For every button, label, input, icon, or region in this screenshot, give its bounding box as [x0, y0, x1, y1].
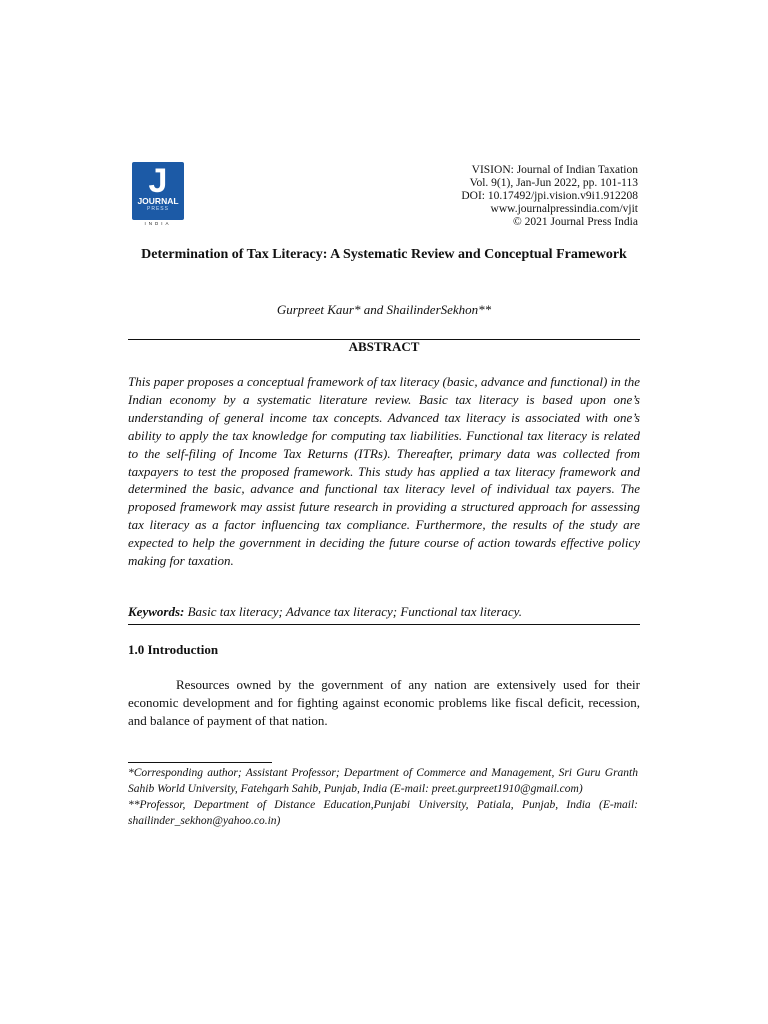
journal-info	[461, 164, 638, 229]
paper-title: Determination of Tax Literacy: A Systematic Review and Conceptual Framework	[141, 247, 627, 262]
abstract-body: This paper proposes a conceptual framework of tax literacy (basic, advance and functional) in the Indian economy by a systematic literature review. Basic tax literacy is based upon one’s understanding of general income tax concepts. Advanced tax literacy is associated with one’s ability to apply the tax knowledge for computing tax liabilities. Functional tax literacy is related to the self-filing of Income Tax Returns (ITRs). Thereafter, primary data was collected from taxpayers to test the proposed framework. This study has applied a tax literacy framework and determined the basic, advance and functional tax literacy level of individual tax payers. The proposed framework may assist future research in providing a structured approach for assessing tax literacy as a factor influencing tax compliance. Furthermore, the results of the study are expected to help the government in deciding the future course of action towards effective policy making for taxation.	[128, 374, 640, 569]
logo-sub: PRESS	[147, 206, 169, 212]
keywords-bottom-rule	[128, 624, 640, 625]
journal-name: VISION: Journal of Indian Taxation	[471, 164, 638, 176]
abstract-heading: ABSTRACT	[348, 339, 420, 354]
keywords-label: Keywords:	[128, 604, 185, 619]
paper-authors: Gurpreet Kaur* and ShailinderSekhon**	[276, 302, 492, 317]
keywords-text: Basic tax literacy; Advance tax literacy; Functional tax literacy.	[184, 604, 522, 619]
logo-letter: J	[148, 162, 168, 200]
journal-doi[interactable]: DOI: 10.17492/jpi.vision.v9i1.912208	[461, 190, 638, 202]
journal-url[interactable]: www.journalpressindia.com/vjit	[490, 203, 638, 215]
footnotes	[128, 765, 638, 829]
journal-copyright: © 2021 Journal Press India	[512, 216, 638, 228]
keywords	[128, 603, 640, 621]
footnote-second-author: **Professor, Department of Distance Education,Punjabi University, Patiala, Punjab, India (E-mail: shailinder_sekhon@yahoo.co.in)	[128, 799, 638, 827]
footnote-corresponding-author: *Corresponding author; Assistant Professor; Department of Commerce and Management, Sri Guru Granth Sahib World University, Fatehgarh Sahib, Punjab, India (E-mail: preet.gurpreet1910@gmail.com)	[128, 767, 638, 795]
section-heading-introduction: 1.0 Introduction	[128, 642, 219, 657]
introduction-paragraph: Resources owned by the government of any nation are extensively used for their economic development and for fighting against economic problems like fiscal deficit, recession, and balance of payment of that nation.	[128, 677, 640, 728]
journal-press-logo	[132, 162, 184, 226]
journal-volume: Vol. 9(1), Jan-Jun 2022, pp. 101-113	[469, 177, 638, 189]
logo-country: INDIA	[144, 221, 172, 226]
logo-word: JOURNAL	[137, 196, 179, 206]
footnote-rule	[128, 762, 272, 763]
logo-badge	[132, 162, 184, 220]
